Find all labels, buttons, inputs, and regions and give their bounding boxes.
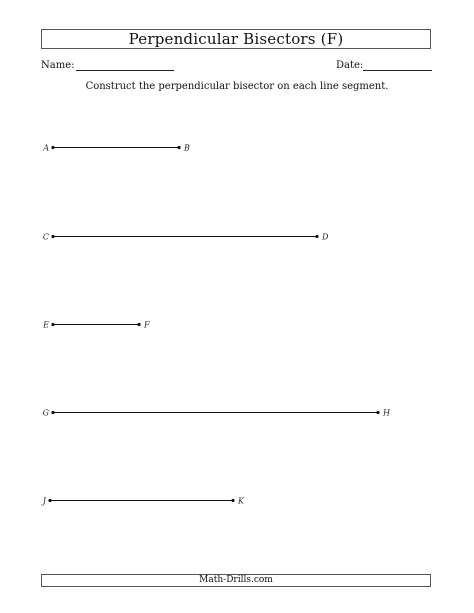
point-label-start: G: [42, 408, 49, 418]
segment-gh: [43, 409, 391, 418]
endpoint-dot: [51, 323, 54, 326]
point-label-start: J: [42, 496, 46, 506]
worksheet-title: Perpendicular Bisectors (F): [128, 29, 344, 48]
point-label-end: K: [238, 496, 244, 506]
endpoint-dot: [315, 235, 318, 238]
point-label-end: H: [383, 408, 390, 418]
endpoint-dot: [51, 235, 54, 238]
footer-box: [41, 574, 431, 587]
endpoint-dot: [51, 411, 54, 414]
point-label-end: F: [144, 320, 150, 330]
point-label-end: B: [184, 143, 190, 153]
point-label-start: C: [42, 232, 49, 242]
date-label: Date:: [336, 60, 364, 71]
point-label-start: A: [43, 143, 49, 153]
endpoint-dot: [177, 146, 180, 149]
segment-ab: [42, 144, 190, 153]
segment-jk: [41, 497, 245, 506]
segment-ef: [42, 321, 150, 330]
name-label: Name:: [41, 60, 75, 71]
endpoint-dot: [137, 323, 140, 326]
endpoint-dot: [231, 499, 234, 502]
segment-cd: [43, 233, 329, 242]
endpoint-dot: [51, 146, 54, 149]
endpoint-dot: [376, 411, 379, 414]
instructions: Construct the perpendicular bisector on each line segment.: [85, 81, 389, 92]
point-label-end: D: [322, 232, 329, 242]
footer-site-name: Math-Drills.com: [199, 575, 273, 585]
point-label-start: E: [43, 320, 49, 330]
endpoint-dot: [48, 499, 51, 502]
